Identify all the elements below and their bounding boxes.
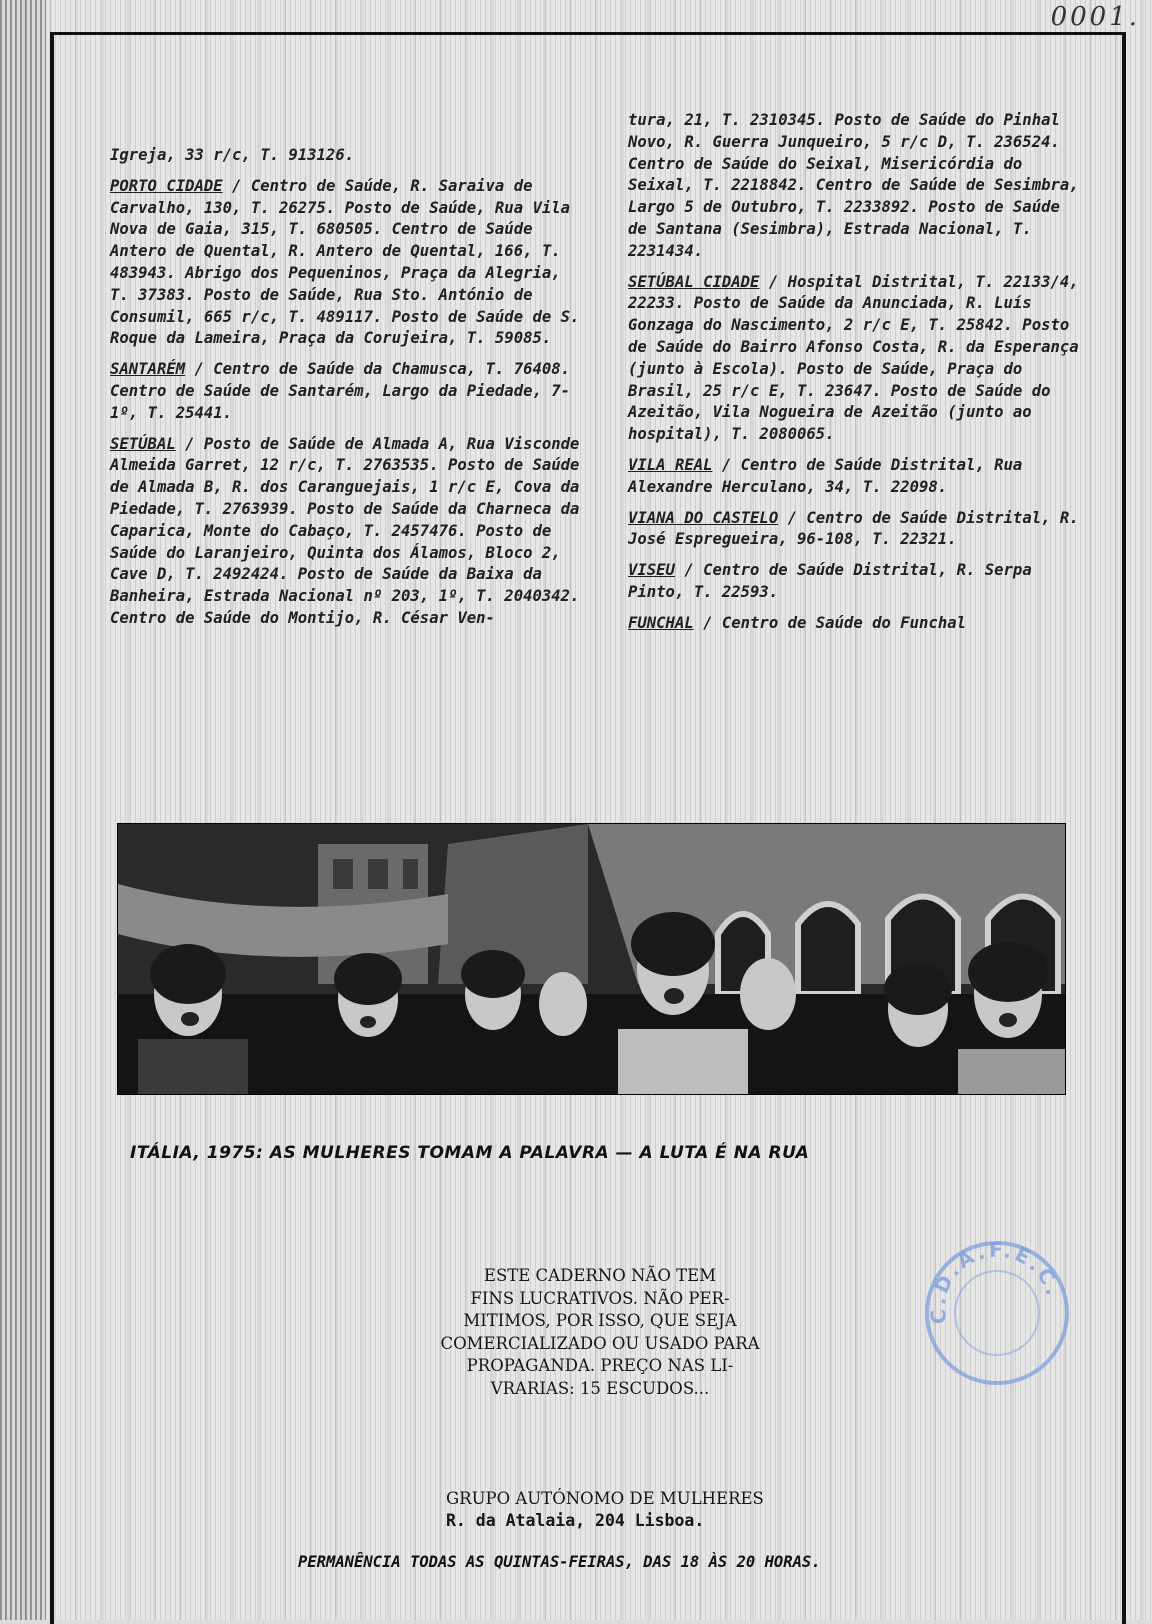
- region-heading: PORTO CIDADE: [110, 176, 223, 195]
- address-paragraph: [628, 455, 1088, 499]
- right-text-column: [628, 110, 1088, 644]
- protest-photo-illustration: [118, 824, 1065, 1094]
- notice-line: VRARIAS: 15 ESCUDOS...: [490, 1378, 710, 1398]
- paragraph-text: / Centro de Saúde Distrital, R. José Espregueira, 96-108, T. 22321.: [628, 508, 1079, 549]
- address-paragraph: [628, 272, 1088, 446]
- stamp-text: C.D.A.F.E.C.: [925, 1238, 1067, 1326]
- notice-line: PROPAGANDA. PREÇO NAS LI-: [466, 1356, 734, 1375]
- region-heading: VIANA DO CASTELO: [628, 508, 779, 527]
- paragraph-text: / Centro de Saúde Distrital, Rua Alexandre Herculano, 34, T. 22098.: [628, 455, 1023, 496]
- protest-photo: [117, 823, 1066, 1095]
- paragraph-text: / Centro de Saúde, R. Saraiva de Carvalho, 130, T. 26275. Posto de Saúde, Rua Vila Nova de Gaia, 315, T. 680505. Centro de Saúde Antero de Quental, R. Antero de Quental, 166, T. 483943. Abrigo dos Pequeninos, Praça da Alegria, T. 37383. Posto de Saúde, Rua Sto. António de Consumil, 665 r/c, T. 489117. Posto de Saúde de S. Roque da Lameira, Praça da Corujeira, T. 59085.: [110, 176, 580, 348]
- opening-hours: PERMANÊNCIA TODAS AS QUINTAS-FEIRAS, DAS 18 ÀS 20 HORAS.: [298, 1553, 821, 1571]
- address-paragraph: [628, 560, 1088, 604]
- svg-text:C.D.A.F.E.C.: [925, 1238, 1066, 1325]
- group-name: GRUPO AUTÓNOMO DE MULHERES: [446, 1489, 764, 1508]
- paragraph-text: / Centro de Saúde Distrital, R. Serpa Pinto, T. 22593.: [628, 561, 1032, 601]
- notice-line: ESTE CADERNO NÃO TEM: [483, 1266, 717, 1285]
- archive-stamp: [922, 1238, 1072, 1388]
- notice-line: FINS LUCRATIVOS. NÃO PER-: [470, 1288, 730, 1308]
- paragraph-text: Igreja, 33 r/c, T. 913126.: [110, 146, 355, 164]
- address-paragraph: [628, 110, 1088, 263]
- paragraph-text: / Centro de Saúde da Chamusca, T. 76408. Centro de Saúde de Santarém, Largo da Piedade, 7-1º, T. 25441.: [110, 360, 571, 422]
- region-heading: SETÚBAL: [110, 434, 176, 453]
- region-heading: VISEU: [628, 561, 675, 580]
- region-heading: FUNCHAL: [628, 613, 694, 632]
- address-paragraph: [110, 145, 582, 167]
- paragraph-text: tura, 21, T. 2310345. Posto de Saúde do Pinhal Novo, R. Guerra Junqueiro, 5 r/c D, T. 236524. Centro de Saúde do Seixal, Misericórdia do Seixal, T. 2218842. Centro de Saúde de Sesimbra, Largo 5 de Outubro, T. 2233892. Posto de Saúde de Santana (Sesimbra), Estrada Nacional, T. 2231434.: [628, 111, 1079, 260]
- address-paragraph: [110, 176, 582, 350]
- photo-caption: ITÁLIA, 1975: AS MULHERES TOMAM A PALAVRA — A LUTA É NA RUA: [130, 1143, 810, 1163]
- address-paragraph: [628, 508, 1088, 552]
- address-paragraph: [628, 613, 1088, 635]
- left-text-column: [110, 145, 582, 639]
- disclaimer-notice: [420, 1265, 780, 1400]
- paragraph-text: / Hospital Distrital, T. 22133/4, 22233. Posto de Saúde da Anunciada, R. Luís Gonzaga do Nascimento, 2 r/c E, T. 25842. Posto de Saúde do Bairro Afonso Costa, R. da Esperança (junto à Escola). Posto de Saúde, Praça do Brasil, 25 r/c E, T. 23647. Posto de Saúde do Azeitão, Vila Nogueira de Azeitão (junto ao hospital), T. 2080065.: [628, 272, 1079, 444]
- publisher-block: [446, 1488, 766, 1532]
- notice-line: MITIMOS, POR ISSO, QUE SEJA: [463, 1311, 737, 1330]
- region-heading: SETÚBAL CIDADE: [628, 272, 760, 291]
- scan-edge-noise: [0, 0, 46, 1620]
- region-heading: VILA REAL: [628, 455, 713, 474]
- group-address: R. da Atalaia, 204 Lisboa.: [446, 1511, 705, 1530]
- region-heading: SANTARÉM: [110, 360, 186, 379]
- address-paragraph: [110, 359, 582, 424]
- notice-line: COMERCIALIZADO OU USADO PARA: [440, 1333, 760, 1353]
- paragraph-text: / Centro de Saúde do Funchal: [693, 613, 966, 632]
- archive-number: 0001.: [1050, 2, 1140, 32]
- address-paragraph: [110, 434, 582, 630]
- paragraph-text: / Posto de Saúde de Almada A, Rua Visconde Almeida Garret, 12 r/c, T. 2763535. Posto de Saúde de Almada B, R. dos Caranguejais, 1 r/c E, Cova da Piedade, T. 2763939. Posto de Saúde da Charneca da Caparica, Monte do Cabaço, T. 2457476. Posto de Saúde do Laranjeiro, Quinta dos Álamos, Bloco 2, Cave D, T. 2492424. Posto de Saúde da Baixa da Banheira, Estrada Nacional nº 203, 1º, T. 2040342. Centro de Saúde do Montijo, R. César Ven-: [110, 434, 580, 627]
- stamp-seal-icon: [922, 1238, 1072, 1388]
